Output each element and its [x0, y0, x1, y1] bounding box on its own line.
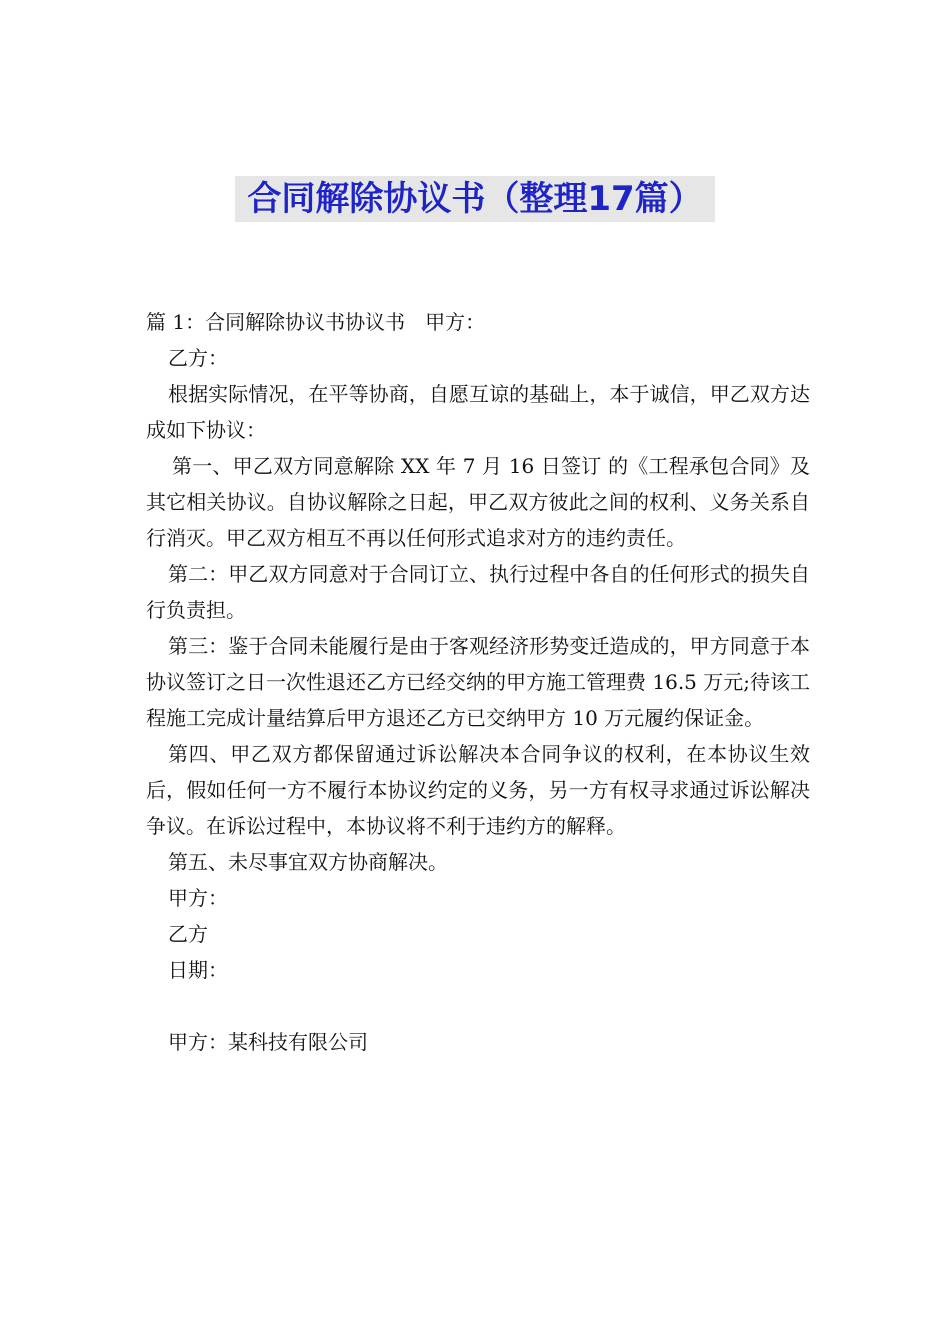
paragraph-clause-3: 第三：鉴于合同未能履行是由于客观经济形势变迁造成的，甲方同意于本协议签订之日一次性退还乙方已经交纳的甲方施工管理费 16.5 万元;待该工程施工完成计量结算后甲方退还乙方已交纳甲方 10 万元履约保证金。 — [146, 634, 810, 730]
signature-party-b: 乙方 — [168, 922, 208, 946]
signature-party-a: 甲方： — [168, 886, 228, 910]
paragraph-intro: 根据实际情况，在平等协商，自愿互谅的基础上，本于诚信，甲乙双方达成如下协议： — [146, 382, 810, 442]
document-title: 合同解除协议书（整理17篇） — [235, 176, 714, 222]
paragraph-heading: 篇 1：合同解除协议书协议书 甲方： — [146, 310, 486, 334]
paragraph-clause-2: 第二：甲乙双方同意对于合同订立、执行过程中各自的任何形式的损失自行负责担。 — [146, 562, 810, 622]
paragraph-party-b: 乙方： — [168, 346, 228, 370]
spacer — [146, 988, 810, 1024]
signature-date: 日期： — [168, 958, 228, 982]
paragraph-party-a-company: 甲方：某科技有限公司 — [168, 1030, 368, 1054]
title-container — [0, 176, 950, 222]
document-body — [146, 304, 810, 1060]
paragraph-clause-4: 第四、甲乙双方都保留通过诉讼解决本合同争议的权利，在本协议生效后，假如任何一方不履行本协议约定的义务，另一方有权寻求通过诉讼解决争议。在诉讼过程中，本协议将不利于违约方的解释。 — [146, 742, 810, 838]
paragraph-clause-5: 第五、未尽事宜双方协商解决。 — [168, 850, 448, 874]
paragraph-clause-1: 第一、甲乙双方同意解除 XX 年 7 月 16 日签订 的《工程承包合同》及其它相关协议。自协议解除之日起，甲乙双方彼此之间的权利、义务关系自行消灭。甲乙双方相互不再以任何形式追求对方的违约责任。 — [146, 454, 810, 550]
